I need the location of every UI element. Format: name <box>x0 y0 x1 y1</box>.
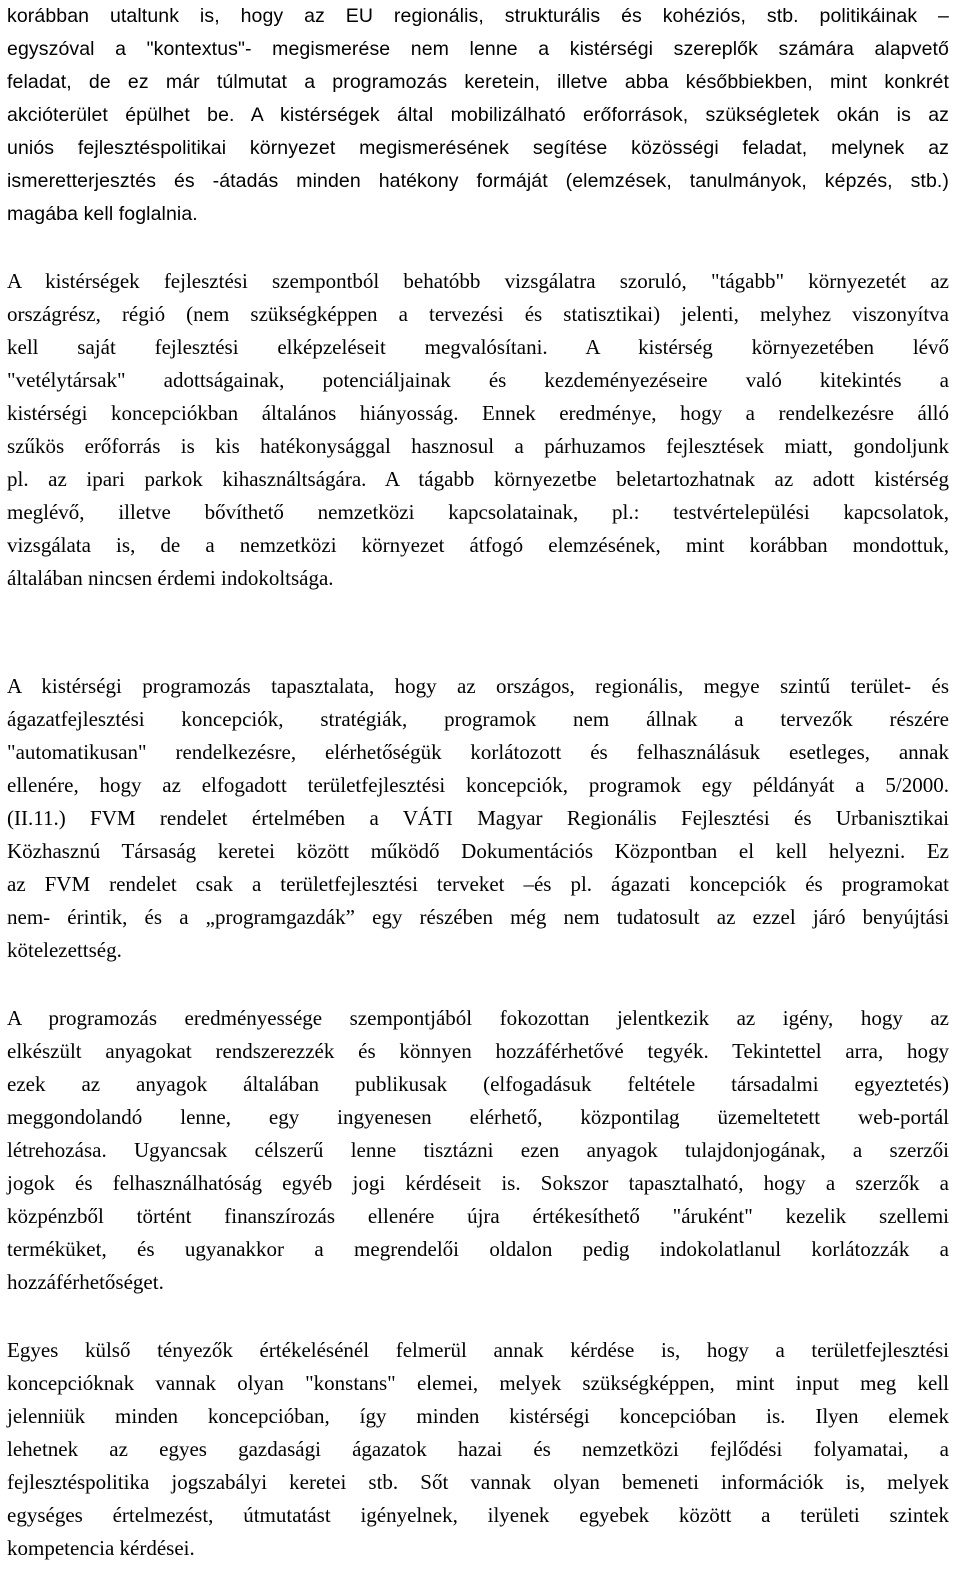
text-line: kell saját fejlesztési elképzeléseit megvalósítani. A kistérség környezetében lévő <box>7 335 949 359</box>
text-line: Egyes külső tényezők értékelésénél felmerül annak kérdése is, hogy a területfejlesztési <box>7 1338 949 1362</box>
text-line: meglévő, illetve bővíthető nemzetközi kapcsolatainak, pl.: testvértelepülési kapcsolatok, <box>7 500 949 524</box>
text-line: A programozás eredményessége szempontjából fokozottan jelentkezik az igény, hogy az <box>7 1006 949 1030</box>
text-line: feladat, de ez már túlmutat a programozás keretein, illetve abba későbbiekben, mint konkrét <box>7 71 949 93</box>
text-line: meggondolandó lenne, egy ingyenesen elérhető, központilag üzemeltetett web-portál <box>7 1105 949 1129</box>
text-line: koncepcióknak vannak olyan "konstans" elemei, melyek szükségképpen, mint input meg kell <box>7 1371 949 1395</box>
text-line: országrész, régió (nem szükségképpen a tervezési és statisztikai) jelenti, melyhez viszonyítva <box>7 302 949 326</box>
text-line: hozzáférhetőséget. <box>7 1270 164 1294</box>
text-line: általában nincsen érdemi indokoltsága. <box>7 566 334 590</box>
text-line: ezek az anyagok általában publikusak (elfogadásuk feltétele társadalmi egyeztetés) <box>7 1072 949 1096</box>
text-line: elkészült anyagokat rendszerezzék és könnyen hozzáférhetővé tegyék. Tekintettel arra, hogy <box>7 1039 949 1063</box>
text-line: A kistérségek fejlesztési szempontból behatóbb vizsgálatra szoruló, "tágabb" környezetét az <box>7 269 949 293</box>
text-line: ágazatfejlesztési koncepciók, stratégiák, programok nem állnak a tervezők részére <box>7 707 949 731</box>
text-line: akcióterület épülhet be. A kistérségek által mobilizálható erőforrások, szükségletek okán is az <box>7 104 949 126</box>
text-line: létrehozása. Ugyancsak célszerű lenne tisztázni ezen anyagok tulajdonjogának, a szerzői <box>7 1138 949 1162</box>
text-line: fejlesztéspolitika jogszabályi keretei stb. Sőt vannak olyan bemeneti információk is, melyek <box>7 1470 949 1494</box>
text-line: "vetélytársak" adottságainak, potenciáljainak és kezdeményezéseire való kitekintés a <box>7 368 949 392</box>
text-line: jelenniük minden koncepcióban, így minden kistérségi koncepcióban is. Ilyen elemek <box>7 1404 949 1428</box>
text-line: nem- érintik, és a „programgazdák” egy részében még nem tudatosult az ezzel járó benyújtási <box>7 905 949 929</box>
text-line: jogok és felhasználhatóság egyéb jogi kérdéseit is. Sokszor tapasztalható, hogy a szerzők a <box>7 1171 949 1195</box>
text-line: kistérségi koncepciókban általános hiányosság. Ennek eredménye, hogy a rendelkezésre álló <box>7 401 949 425</box>
text-line: kompetencia kérdései. <box>7 1536 195 1560</box>
text-line: ellenére, hogy az elfogadott területfejlesztési koncepciók, programok egy példányát a 5/2000. <box>7 773 949 797</box>
text-line: az FVM rendelet csak a területfejlesztési terveket –és pl. ágazati koncepciók és programokat <box>7 872 949 896</box>
text-line: lehetnek az egyes gazdasági ágazatok hazai és nemzetközi fejlődési folyamatai, a <box>7 1437 949 1461</box>
text-line: vizsgálata is, de a nemzetközi környezet átfogó elemzésének, mint korábban mondottuk, <box>7 533 949 557</box>
text-line: korábban utaltunk is, hogy az EU regionális, strukturális és kohéziós, stb. politikáinak – <box>7 5 949 27</box>
text-line: terméküket, és ugyanakkor a megrendelői oldalon pedig indokolatlanul korlátozzák a <box>7 1237 949 1261</box>
text-line: A kistérségi programozás tapasztalata, hogy az országos, regionális, megye szintű terület- és <box>7 674 949 698</box>
text-line: közpénzből történt finanszírozás ellenére újra értékesíthető "áruként" kezelik szellemi <box>7 1204 949 1228</box>
text-line: ismeretterjesztés és -átadás minden hatékony formáját (elemzések, tanulmányok, képzés, stb.) <box>7 170 949 192</box>
text-line: egységes értelmezést, útmutatást igényelnek, ilyenek egyebek között a területi szintek <box>7 1503 949 1527</box>
text-line: pl. az ipari parkok kihasználtságára. A tágabb környezetbe beletartozhatnak az adott kistérség <box>7 467 949 491</box>
text-line: egyszóval a "kontextus"- megismerése nem lenne a kistérségi szereplők számára alapvető <box>7 38 949 60</box>
text-line: Közhasznú Társaság keretei között működő Dokumentációs Központban el kell helyezni. Ez <box>7 839 949 863</box>
text-line: szűkös erőforrás is kis hatékonysággal hasznosul a párhuzamos fejlesztések miatt, gondoljunk <box>7 434 949 458</box>
text-line: magába kell foglalnia. <box>7 203 198 225</box>
text-line: uniós fejlesztéspolitikai környezet megismerésének segítése közösségi feladat, melynek az <box>7 137 949 159</box>
text-line: (II.11.) FVM rendelet értelmében a VÁTI Magyar Regionális Fejlesztési és Urbanisztikai <box>7 806 949 830</box>
text-line: kötelezettség. <box>7 938 122 962</box>
text-line: "automatikusan" rendelkezésre, elérhetőségük korlátozott és felhasználásuk esetleges, annak <box>7 740 949 764</box>
